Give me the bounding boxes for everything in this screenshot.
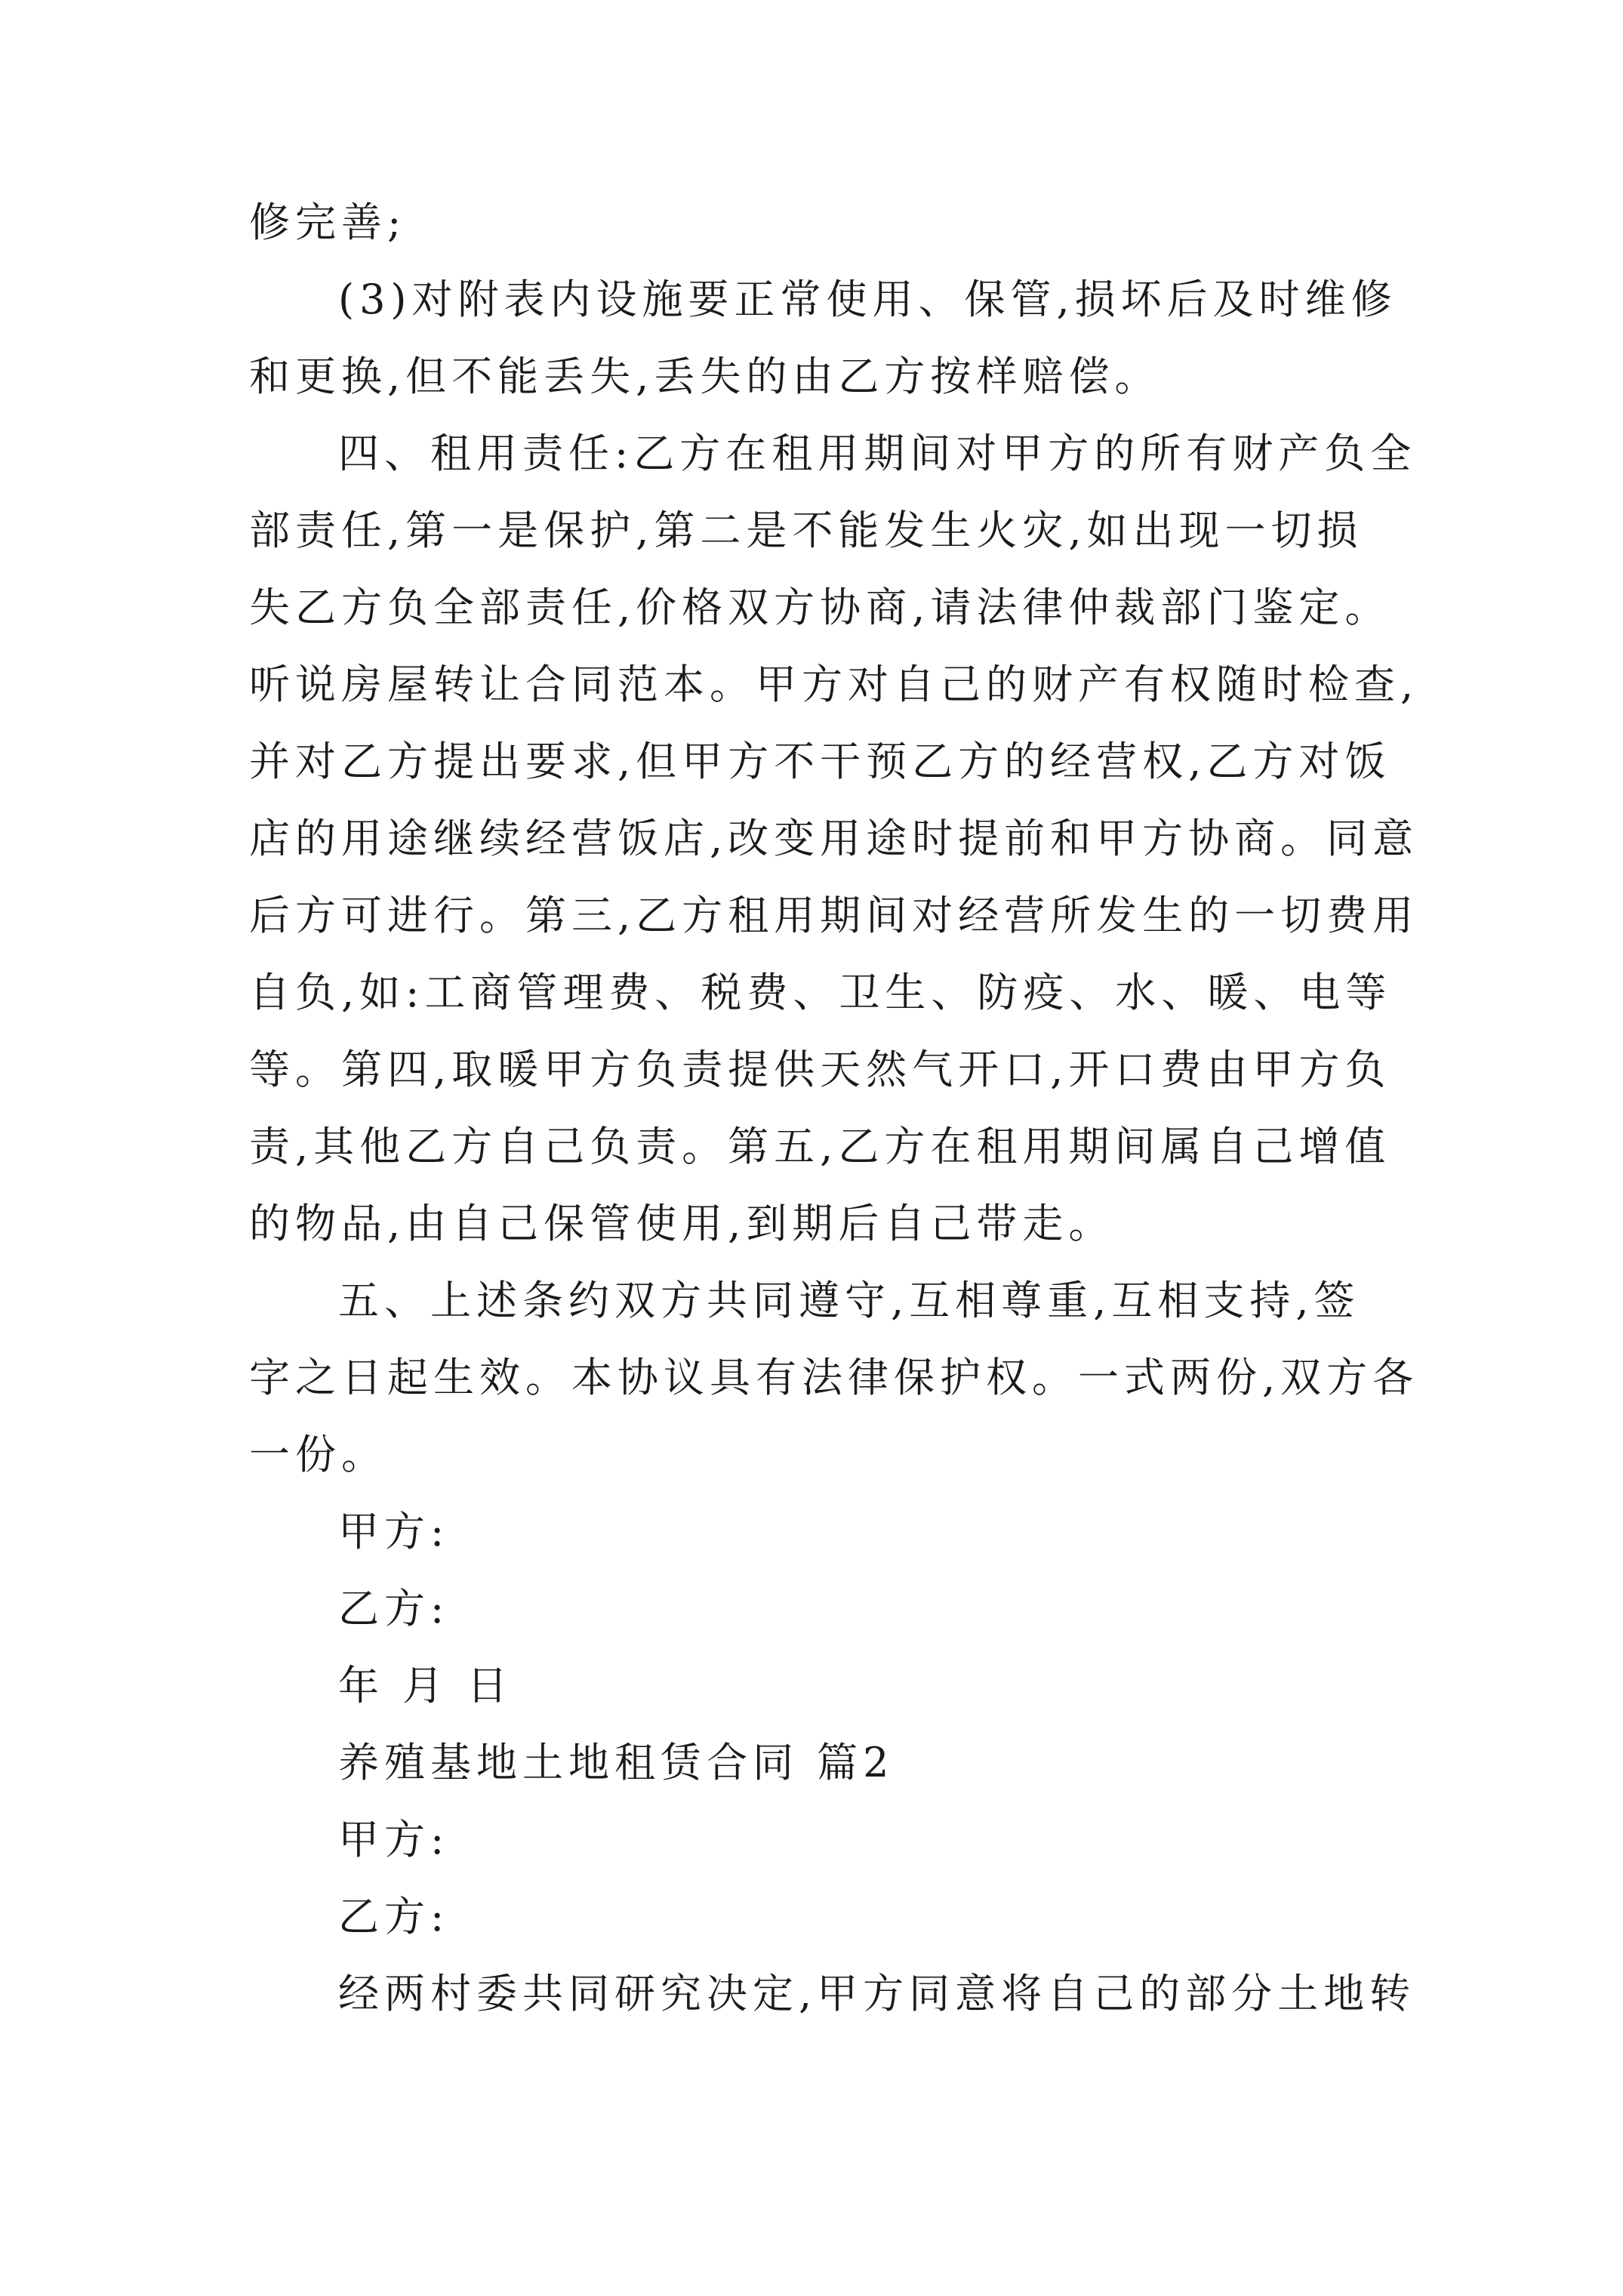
text-line: 责,其他乙方自己负责。第五,乙方在租用期间属自己增值: [249, 1123, 1391, 1170]
signature-date: 年 月 日: [338, 1662, 513, 1709]
text-line: 部责任,第一是保护,第二是不能发生火灾,如出现一切损: [249, 507, 1363, 554]
text-line: 的物品,由自己保管使用,到期后自己带走。: [249, 1200, 1115, 1247]
text-line: 等。第四,取暖甲方负责提供天然气开口,开口费由甲方负: [249, 1046, 1391, 1093]
party-a-label: 甲方:: [338, 1816, 450, 1863]
text-line: 一份。: [249, 1431, 387, 1478]
signature-party-b: 乙方:: [338, 1585, 450, 1632]
text-line: 和更换,但不能丢失,丢失的由乙方按样赔偿。: [249, 353, 1161, 400]
party-b-label: 乙方:: [338, 1893, 450, 1940]
section-heading: 养殖基地土地租赁合同 篇2: [338, 1739, 895, 1786]
text-line: 听说房屋转让合同范本。甲方对自己的财产有权随时检查,: [249, 661, 1419, 708]
text-line: 修完善;: [249, 199, 407, 246]
text-line: (3)对附表内设施要正常使用、保管,损坏后及时维修: [338, 276, 1397, 323]
text-line: 字之日起生效。本协议具有法律保护权。一式两份,双方各: [249, 1354, 1419, 1401]
text-line: 并对乙方提出要求,但甲方不干预乙方的经营权,乙方对饭: [249, 738, 1391, 785]
text-line: 店的用途继续经营饭店,改变用途时提前和甲方协商。同意: [249, 815, 1419, 862]
text-line: 失乙方负全部责任,价格双方协商,请法律仲裁部门鉴定。: [249, 584, 1391, 631]
text-line: 自负,如:工商管理费、税费、卫生、防疫、水、暖、电等: [249, 969, 1392, 1016]
text-line: 五、上述条约双方共同遵守,互相尊重,互相支持,签: [338, 1277, 1360, 1324]
signature-party-a: 甲方:: [338, 1508, 450, 1555]
text-line: 四、租用责任:乙方在租用期间对甲方的所有财产负全: [338, 430, 1417, 477]
text-line: 经两村委共同研究决定,甲方同意将自己的部分土地转: [338, 1970, 1416, 2017]
text-line: 后方可进行。第三,乙方租用期间对经营所发生的一切费用: [249, 892, 1419, 939]
